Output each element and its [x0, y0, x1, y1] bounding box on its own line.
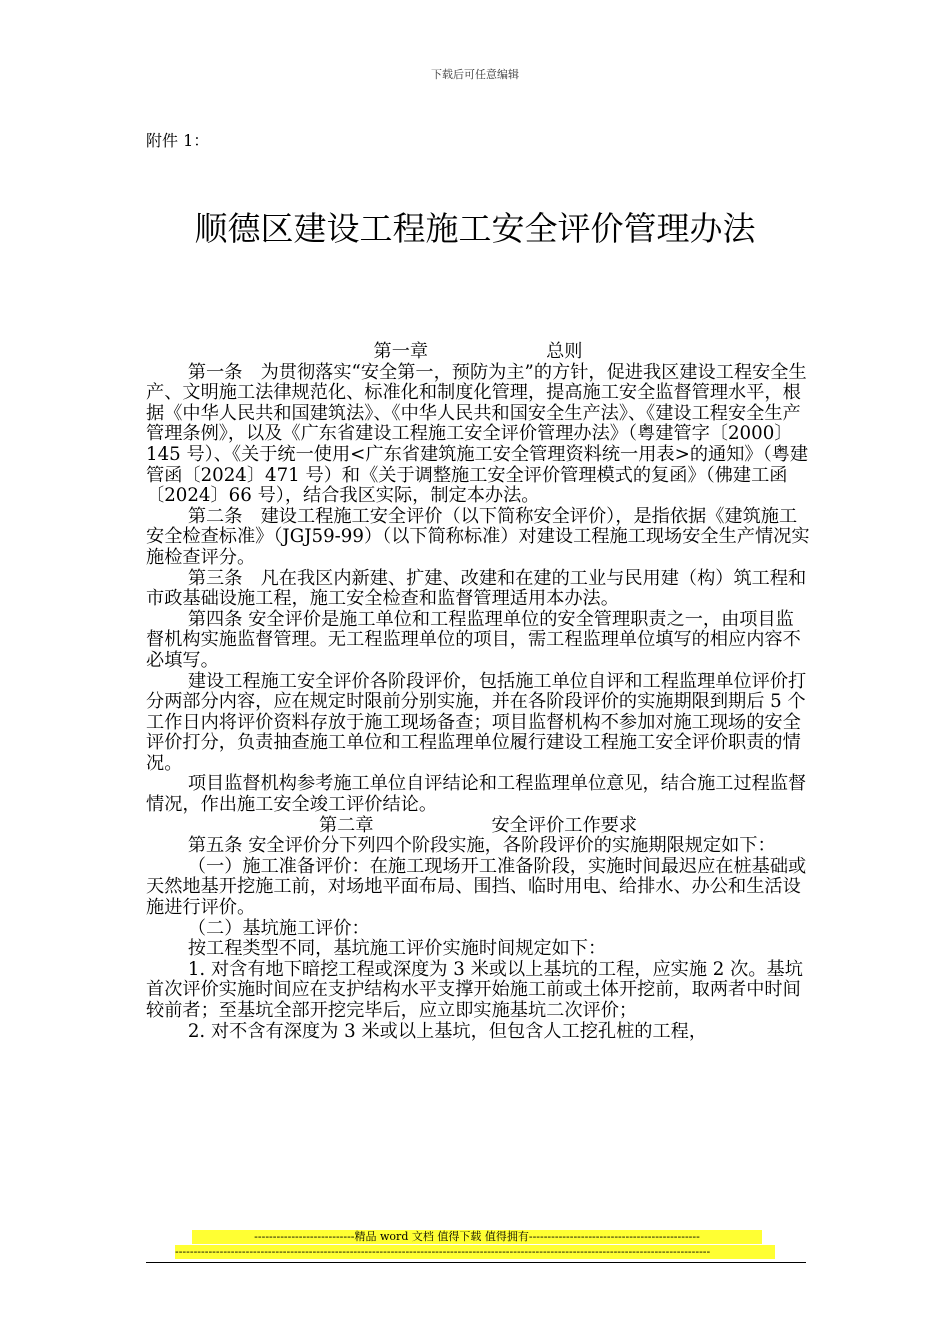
paragraph-conclusion: 项目监督机构参考施工单位自评结论和工程监理单位意见，结合施工过程监督情况，作出施工安全竣工评价结论。 [146, 773, 807, 816]
footer-rule [146, 1262, 806, 1263]
article-3: 第三条 凡在我区内新建、扩建、改建和在建的工业与民用建（构）筑工程和市政基础设施工程，施工安全检查和监督管理适用本办法。 [146, 567, 807, 610]
pit-rule-1: 1. 对含有地下暗挖工程或深度为 3 米或以上基坑的工程，应实施 2 次。基坑首次评价实施时间应在支护结构水平支撑开始施工前或土体开挖前，取两者中时间较前者；至基坑全部开挖完毕后，应立即实施基坑二次评价； [146, 958, 803, 1021]
document-body [146, 342, 810, 1042]
attachment-label: 附件 1： [146, 131, 210, 150]
chapter-2-heading [146, 816, 810, 837]
paragraph-stages: 建设工程施工安全评价各阶段评价，包括施工单位自评和工程监理单位评价打分两部分内容，应在规定时限前分别实施，并在各阶段评价的实施期限到期后 5 个工作日内将评价资料存放于施工现场备查；项目监督机构不参加对施工现场的安全评价打分，负责抽查施工单位和工程监理单位履行建设工程施工安全评价职责的情况。 [146, 670, 807, 774]
article-5: 第五条 安全评价分下列四个阶段实施，各阶段评价的实施期限规定如下： [187, 835, 776, 857]
footer-dashes: ------------------------------------------------------------------------------------------------------------------------------------------------ [175, 1245, 775, 1259]
article-1: 第一条 为贯彻落实“安全第一，预防为主”的方针，促进我区建设工程安全生产、文明施工法律规范化、标准化和制度化管理，提高施工安全监督管理水平，根据《中华人民共和国建筑法》、《中华人民共和国安全生产法》、《建设工程安全生产管理条例》，以及《广东省建设工程施工安全评价管理办法》（粤建管字〔2000〕145 号）、《关于统一使用<广东省建筑施工安全管理资料统一用表>的通知》（粤建管函〔2024〕471 号）和《关于调整施工安全评价管理模式的复函》（佛建工函〔2024〕66 号），结合我区实际，制定本办法。 [146, 361, 809, 507]
chapter-1-heading [146, 342, 810, 363]
item-pit: （二）基坑施工评价： [187, 917, 370, 939]
chapter-2-number: 第二章 [318, 814, 374, 836]
pit-rule-2: 2. 对不含有深度为 3 米或以上基坑，但包含人工挖孔桩的工程， [187, 1020, 708, 1042]
chapter-1-number: 第一章 [373, 341, 429, 362]
article-4: 第四条 安全评价是施工单位和工程监理单位的安全管理职责之一，由项目监督机构实施监督管理。无工程监理单位的项目，需工程监理单位填写的相应内容不必填写。 [146, 608, 801, 671]
document-title: 顺德区建设工程施工安全评价管理办法 [194, 209, 756, 248]
footer-banner: ---------------------------精品 word 文档 值得下载 值得拥有---------------------------------------------- [192, 1230, 762, 1244]
item-preparation: （一）施工准备评价：在施工现场开工准备阶段，实施时间最迟应在桩基础或天然地基开挖施工前，对场地平面布局、围挡、临时用电、给排水、办公和生活设施进行评价。 [146, 855, 807, 919]
pit-intro: 按工程类型不同，基坑施工评价实施时间规定如下： [187, 938, 607, 960]
header-note: 下载后可任意编辑 [431, 68, 519, 81]
article-2: 第二条 建设工程施工安全评价（以下简称安全评价），是指依据《建筑施工安全检查标准》（JGJ59-99）（以下简称标准）对建设工程施工现场安全生产情况实施检查评分。 [146, 505, 810, 568]
chapter-1-title: 总则 [546, 341, 583, 362]
chapter-2-title: 安全评价工作要求 [491, 814, 638, 836]
